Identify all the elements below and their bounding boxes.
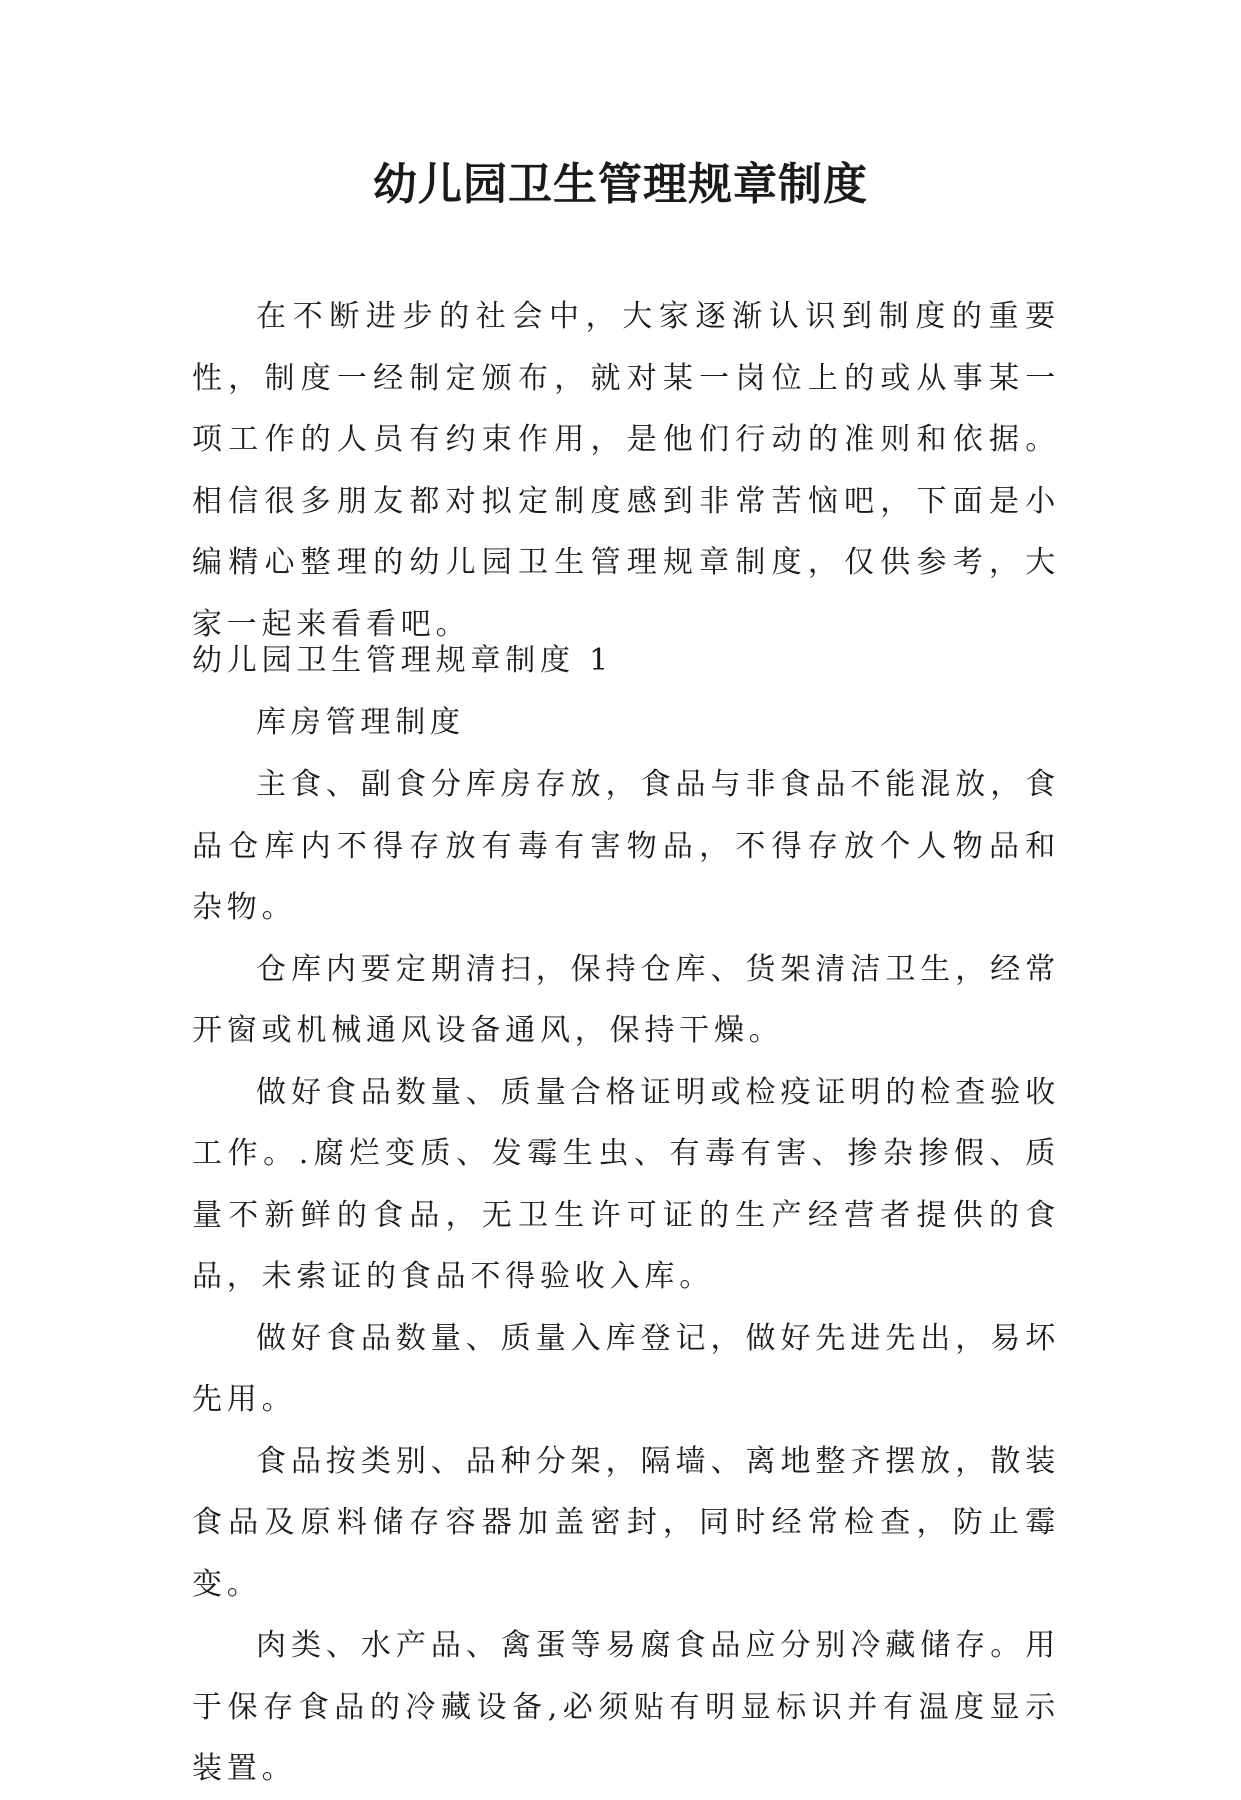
content-block xyxy=(192,754,1060,1800)
paragraph: 肉类、水产品、禽蛋等易腐食品应分别冷藏储存。用于保存食品的冷藏设备,必须贴有明显标识并有温度显示装置。 xyxy=(192,1628,1060,1786)
paragraph: 仓库内要定期清扫，保持仓库、货架清洁卫生，经常开窗或机械通风设备通风，保持干燥。 xyxy=(192,951,1060,1048)
paragraph: 食品按类别、品种分架，隔墙、离地整齐摆放，散装食品及原料储存容器加盖密封，同时经常检查，防止霉变。 xyxy=(192,1443,1060,1602)
sub-heading: 库房管理制度 xyxy=(256,705,465,740)
paragraph: 做好食品数量、质量入库登记，做好先进先出，易坏先用。 xyxy=(192,1320,1060,1417)
paragraph: 做好食品数量、质量合格证明或检疫证明的检查验收工作。.腐烂变质、发霉生虫、有毒有害、掺杂掺假、质量不新鲜的食品，无卫生许可证的生产经营者提供的食品，未索证的食品不得验收入库。 xyxy=(192,1074,1060,1294)
section-heading: 幼儿园卫生管理规章制度 1 xyxy=(192,643,614,678)
document-title: 幼儿园卫生管理规章制度 xyxy=(373,159,868,210)
paragraph: 主食、副食分库房存放，食品与非食品不能混放，食品仓库内不得存放有毒有害物品，不得存放个人物品和杂物。 xyxy=(192,767,1060,925)
intro-paragraph: 在不断进步的社会中，大家逐渐认识到制度的重要性，制度一经制定颁布，就对某一岗位上的或从事某一项工作的人员有约束作用，是他们行动的准则和依据。相信很多朋友都对拟定制度感到非常苦恼吧，下面是小编精心整理的幼儿园卫生管理规章制度，仅供参考，大家一起来看看吧。 xyxy=(192,299,1060,642)
